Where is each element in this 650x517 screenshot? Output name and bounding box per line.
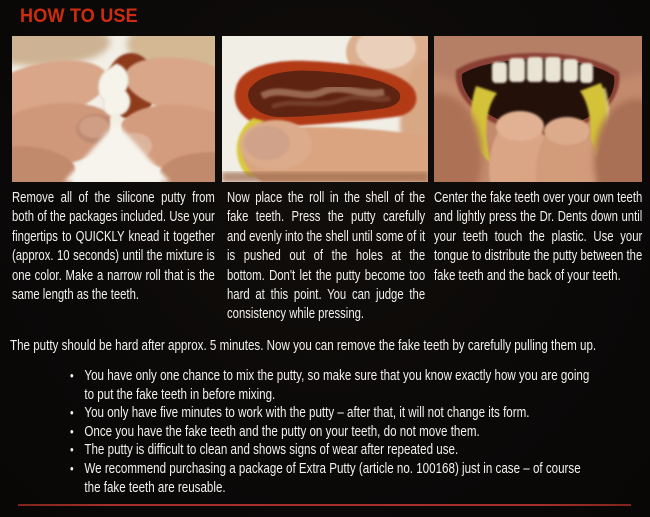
hands-kneading-putty-photo	[12, 36, 215, 182]
page-title: HOW TO USE	[20, 6, 138, 27]
putty-in-shell-photo	[222, 36, 428, 182]
step2-caption: Now place the roll in the shell of the fake teeth. Press the putty carefully and evenly into the shell until some of it is pushed out of the holes at the bottom. Don't let the putty become too hard at this point. You can judge the consistency while pressing.	[227, 190, 426, 323]
step2-photo-frame	[222, 36, 428, 182]
step3-photo-frame	[434, 36, 642, 182]
bullet-icon: •	[70, 460, 74, 476]
bullet-icon: •	[70, 368, 74, 383]
step1-caption: Remove all of the silicone putty from both of the packages included. Use your fingertips to QUICKLY knead it together (approx. 10 seconds) until the mixture is one color. Make a narrow roll that is the same length as the teeth.	[12, 190, 215, 304]
bottom-divider	[18, 504, 631, 506]
bullet-icon: •	[70, 405, 74, 421]
hardening-note: The putty should be hard after approx. 5 minutes. Now you can remove the fake teeth by carefully pulling them up.	[10, 338, 597, 354]
bullet-icon: •	[70, 442, 74, 458]
tip-item	[70, 367, 598, 404]
tips-list	[70, 367, 598, 497]
bullet-icon: •	[70, 423, 74, 439]
step3-caption: Center the fake teeth over your own teeth and lightly press the Dr. Dents down until your teeth touch the plastic. Use your tongue to distribute the putty between the fake teeth and the back of your teeth.	[434, 190, 643, 284]
tip-item	[70, 423, 598, 442]
teeth-in-mouth-photo	[434, 36, 642, 182]
tip-item	[70, 441, 598, 460]
tip-text: Once you have the fake teeth and the putty on your teeth, do not move them.	[84, 423, 480, 440]
tip-text: You only have five minutes to work with the putty – after that, it will not change its form.	[84, 405, 530, 422]
tip-text: The putty is difficult to clean and shows signs of wear after repeated use.	[84, 442, 459, 459]
tip-item	[70, 460, 598, 497]
step1-photo-frame	[12, 36, 215, 182]
tip-text: We recommend purchasing a package of Extra Putty (article no. 100168) just in case – of course the fake teeth are reusable.	[84, 460, 581, 496]
tip-text: You have only one chance to mix the putty, so make sure that you know exactly how you are going to put the fake teeth in before mixing.	[84, 368, 590, 403]
tip-item	[70, 404, 598, 423]
